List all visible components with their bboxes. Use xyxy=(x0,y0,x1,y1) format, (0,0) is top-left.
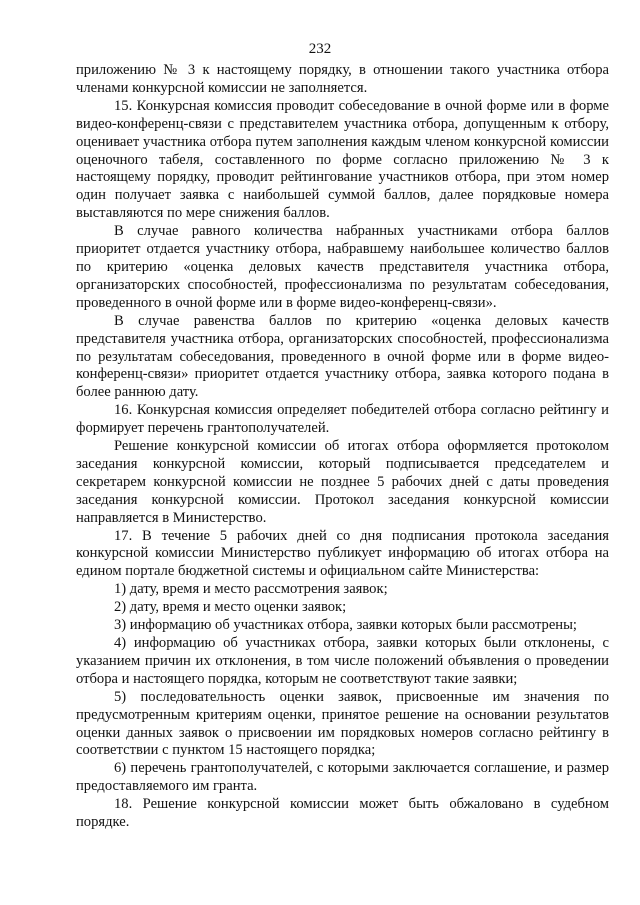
page-number: 232 xyxy=(308,41,332,57)
list-item-3: 3) информацию об участниках отбора, заявки которых были рассмотрены; xyxy=(114,617,577,634)
document-body xyxy=(76,62,609,832)
paragraph-item-17: 17. В течение 5 рабочих дней со дня подписания протокола заседания конкурсной комиссии Министерство публикует информацию об итогах отбора на едином портале бюджетной системы и официальном сайте Министерства: xyxy=(76,527,609,580)
paragraph-commission-protocol: Решение конкурсной комиссии об итогах отбора оформляется протоколом заседания конкурсной комиссии, который подписывается председателем и секретарем конкурсной комиссии не позднее 5 рабочих дней с даты проведения заседания конкурсной комиссии. Протокол заседания конкурсной комиссии направляется в Министерство. xyxy=(76,438,609,526)
list-item-5: 5) последовательность оценки заявок, присвоенные им значения по предусмотренным критериям оценки, принятое решение на основании результатов оценки данных заявок о присвоении им порядковых номеров согласно рейтингу в соответствии с пунктом 15 настоящего порядка; xyxy=(76,688,609,759)
list-item-1: 1) дату, время и место рассмотрения заявок; xyxy=(114,581,388,598)
paragraph-tie-break-date: В случае равенства баллов по критерию «оценка деловых качеств представителя участника отбора, организаторских способностей, профессионализма по результатам собеседования, проведенного в очной форме или в форме видео-конференц-связи» приоритет отдается участнику отбора, заявка которого подана в более раннюю дату. xyxy=(76,312,609,401)
paragraph-equal-score-priority: В случае равного количества набранных участниками отбора баллов приоритет отдается участнику отбора, набравшему наибольшее количество баллов по критерию «оценка деловых качеств представителя участника отбора, организаторских способностей, профессионализма по результатам собеседования, проведенного в очной форме или в форме видео-конференц-связи». xyxy=(76,223,609,311)
list-item-6: 6) перечень грантополучателей, с которыми заключается соглашение, и размер предоставляемого им гранта. xyxy=(76,760,609,795)
list-item-2: 2) дату, время и место оценки заявок; xyxy=(114,599,347,616)
paragraph-item-16: 16. Конкурсная комиссия определяет победителей отбора согласно рейтингу и формирует перечень грантополучателей. xyxy=(76,402,609,437)
paragraph-continuation: приложению № 3 к настоящему порядку, в отношении такого участника отбора членами конкурсной комиссии не заполняется. xyxy=(76,62,609,96)
paragraph-item-18: 18. Решение конкурсной комиссии может быть обжаловано в судебном порядке. xyxy=(76,796,609,831)
list-item-4: 4) информацию об участниках отбора, заявки которых были отклонены, с указанием причин их отклонения, в том числе положений объявления о проведении отбора и настоящего порядка, которым не соответствуют такие заявки; xyxy=(76,635,609,687)
paragraph-item-15: 15. Конкурсная комиссия проводит собеседование в очной форме или в форме видео-конференц-связи с представителем участника отбора, допущенным к отбору, оценивает участника отбора путем заполнения каждым членом конкурсной комиссии оценочного табеля, составленного по форме согласно приложению № 3 к настоящему порядку, проводит рейтингование участников отбора, при этом номер один получает заявка с наибольшей суммой баллов, далее порядковые номера выставляются по мере снижения баллов. xyxy=(76,97,609,222)
